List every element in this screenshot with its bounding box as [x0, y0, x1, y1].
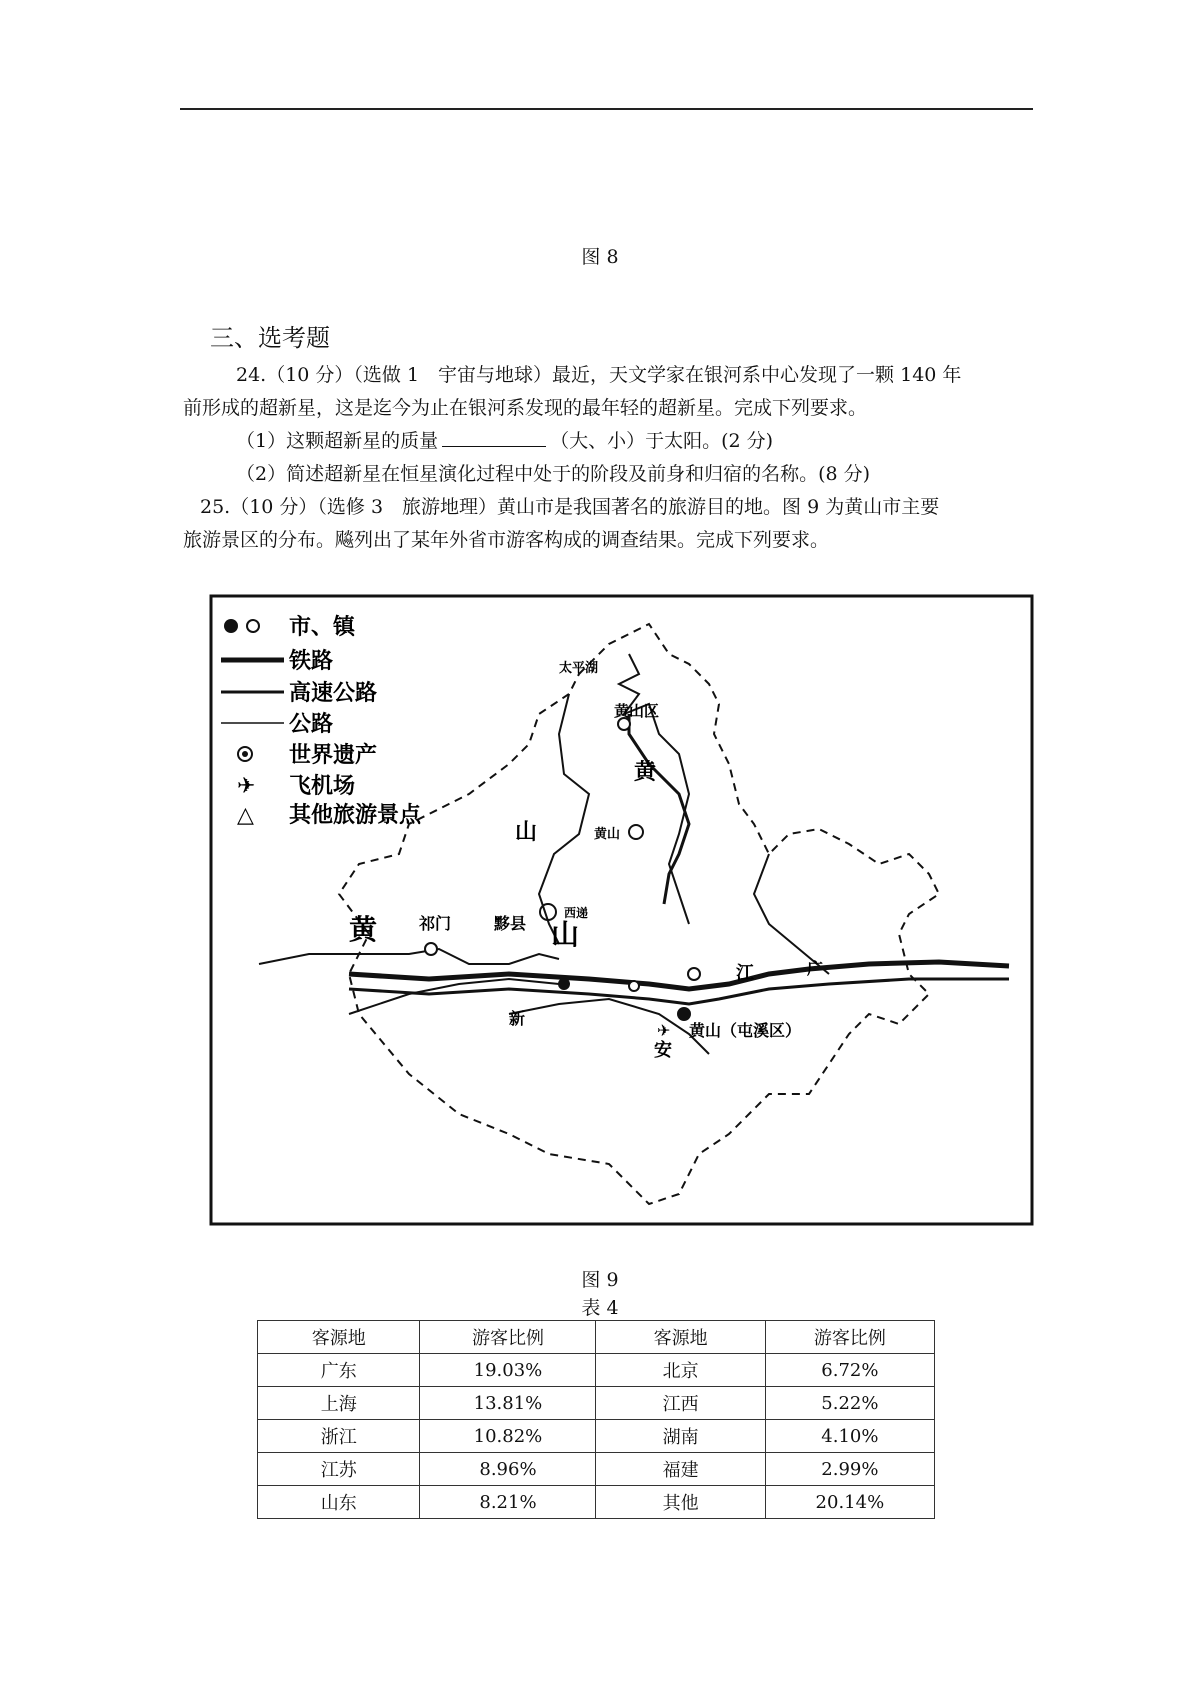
q24-line2: 前形成的超新星，这是迄今为止在银河系发现的最年轻的超新星。完成下列要求。	[183, 397, 868, 419]
figure8-caption: 图 8	[581, 246, 619, 268]
table4-title: 表 4	[581, 1297, 619, 1319]
figure9-caption: 图 9	[581, 1269, 619, 1291]
table-cell: 8.96%	[420, 1453, 596, 1486]
label-guang: 广	[807, 959, 824, 978]
label-huangshan-district: 黄山区	[614, 702, 660, 720]
label-qimen: 祁门	[419, 914, 452, 933]
table-cell: 上海	[258, 1387, 420, 1420]
label-huangshan-mountain: 黄山	[594, 827, 621, 842]
label-huang-north: 黄	[634, 760, 657, 785]
town-qimen	[425, 943, 437, 955]
town-east	[688, 968, 700, 980]
section-heading: 三、选考题	[210, 324, 330, 352]
table-cell: 4.10%	[765, 1420, 934, 1453]
huangshan-map	[209, 594, 1034, 1226]
table-cell: 湖南	[596, 1420, 765, 1453]
q25-line1: 25.（10 分）（选修 3 旅游地理）黄山市是我国著名的旅游目的地。图 9 为黄山市主要	[200, 496, 940, 518]
legend-expressway: 高速公路	[289, 681, 378, 706]
label-an: 安	[654, 1040, 672, 1061]
town-south	[629, 981, 639, 991]
label-taiping-lake: 太平湖	[559, 661, 599, 676]
table-cell: 福建	[596, 1453, 765, 1486]
legend-world-heritage: 世界遗产	[289, 743, 378, 768]
table4	[257, 1320, 935, 1519]
table-cell: 19.03%	[420, 1354, 596, 1387]
legend-airport: 飞机场	[289, 774, 356, 799]
header-rule	[180, 108, 1033, 110]
table-row	[258, 1486, 935, 1519]
table-cell: 6.72%	[765, 1354, 934, 1387]
city-huangshan-tunxi	[677, 1007, 691, 1021]
answer-blank[interactable]	[442, 426, 546, 447]
legend-other-spots: 其他旅游景点	[289, 803, 422, 828]
label-yixian: 黟县	[494, 914, 527, 933]
q24-sub1-before: （1）这颗超新星的质量	[236, 430, 439, 452]
airport-icon: ✈	[237, 774, 256, 799]
q24-sub2: （2）简述超新星在恒星演化过程中处于的阶段及前身和归宿的名称。(8 分)	[236, 463, 871, 485]
label-huang-west: 黄	[349, 913, 378, 946]
label-jiang: 江	[736, 963, 754, 984]
table-cell: 20.14%	[765, 1486, 934, 1519]
legend-railway: 铁路	[289, 649, 334, 674]
legend-city-symbol	[224, 619, 238, 633]
q24-sub1-after: （大、小）于太阳。(2 分)	[550, 430, 774, 452]
label-huangshan-tunxi: 黄山（屯溪区）	[689, 1021, 802, 1040]
table-cell: 江西	[596, 1387, 765, 1420]
legend-city-town: 市、镇	[289, 615, 356, 640]
table-cell: 5.22%	[765, 1387, 934, 1420]
q25-line2: 旅游景区的分布。飚列出了某年外省市游客构成的调查结果。完成下列要求。	[183, 529, 830, 551]
table-cell: 2.99%	[765, 1453, 934, 1486]
q24-line1: 24.（10 分）（选做 1 宇宙与地球）最近，天文学家在银河系中心发现了一颗 140 年	[236, 364, 962, 386]
table-header-row	[258, 1321, 935, 1354]
label-xidi: 西递	[564, 906, 589, 920]
table-header-cell: 客源地	[596, 1321, 765, 1354]
q24-sub1	[236, 425, 773, 458]
table-header-cell: 游客比例	[420, 1321, 596, 1354]
heritage-south-icon	[558, 978, 570, 990]
scenic-spot-icon: △	[237, 803, 254, 828]
table-row	[258, 1387, 935, 1420]
table-cell: 其他	[596, 1486, 765, 1519]
table-cell: 13.81%	[420, 1387, 596, 1420]
airport-map-icon: ✈	[657, 1021, 671, 1040]
table-cell: 山东	[258, 1486, 420, 1519]
table-row	[258, 1354, 935, 1387]
label-shan-west: 山	[551, 918, 580, 951]
table-header-cell: 游客比例	[765, 1321, 934, 1354]
legend-heritage-icon-dot	[242, 751, 248, 757]
legend-road: 公路	[289, 712, 334, 737]
label-shan-north: 山	[515, 820, 538, 845]
table-cell: 广东	[258, 1354, 420, 1387]
table-cell: 北京	[596, 1354, 765, 1387]
table-cell: 浙江	[258, 1420, 420, 1453]
table-row	[258, 1420, 935, 1453]
table-cell: 10.82%	[420, 1420, 596, 1453]
table-header-cell: 客源地	[258, 1321, 420, 1354]
table-row	[258, 1453, 935, 1486]
label-xin: 新	[509, 1009, 526, 1028]
table-cell: 江苏	[258, 1453, 420, 1486]
table-cell: 8.21%	[420, 1486, 596, 1519]
